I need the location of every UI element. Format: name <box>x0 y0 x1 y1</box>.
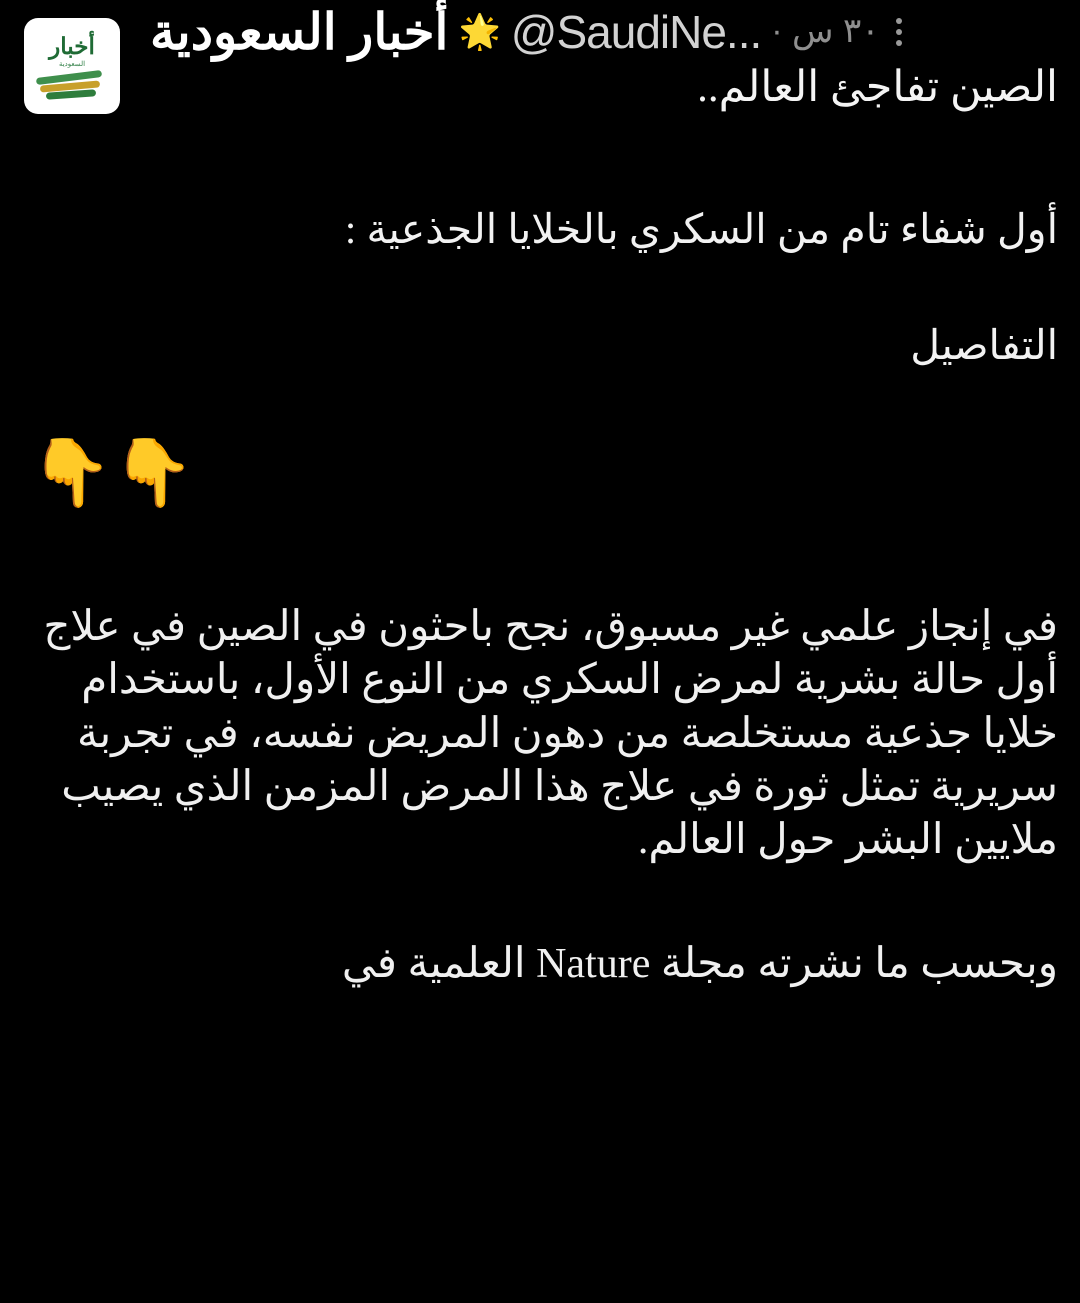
post-timestamp: ٣٠ س · <box>771 12 880 51</box>
post-paragraph-tail <box>30 938 1058 991</box>
account-identity-row <box>150 6 1058 59</box>
post-details-label: التفاصيل <box>910 322 1058 369</box>
pointer-down-icon: 👇👇 <box>30 435 195 510</box>
post-subheadline: أول شفاء تام من السكري بالخلايا الجذعية : <box>344 206 1058 253</box>
tail-journal-name: Nature <box>536 940 651 987</box>
post-headline: الصين تفاجئ العالم.. <box>697 64 1058 111</box>
tail-prefix: وبحسب ما نشرته مجلة <box>660 940 1058 987</box>
more-options-icon[interactable] <box>890 18 908 46</box>
tail-suffix: العلمية في <box>341 940 526 987</box>
account-handle[interactable]: @SaudiNe... <box>510 6 762 59</box>
avatar-swoosh-graphic <box>36 72 108 98</box>
account-name[interactable]: أخبار السعودية <box>150 4 449 60</box>
verified-badge-icon: 🌟 <box>458 13 501 52</box>
account-avatar[interactable] <box>24 18 120 114</box>
post-header <box>150 6 1058 59</box>
post-paragraph: في إنجاز علمي غير مسبوق، نجح باحثون في الصين في علاج أول حالة بشرية لمرض السكري من النوع الأول، باستخدام خلايا جذعية مستخلصة من دهون المريض نفسه، في تجربة سريرية تمثل ثورة في علاج هذا المرض المزمن الذي يصيب ملايين البشر حول العالم. <box>43 604 1058 864</box>
avatar-subtitle: السعودية <box>58 60 86 68</box>
avatar-word: أخبار <box>49 33 95 59</box>
